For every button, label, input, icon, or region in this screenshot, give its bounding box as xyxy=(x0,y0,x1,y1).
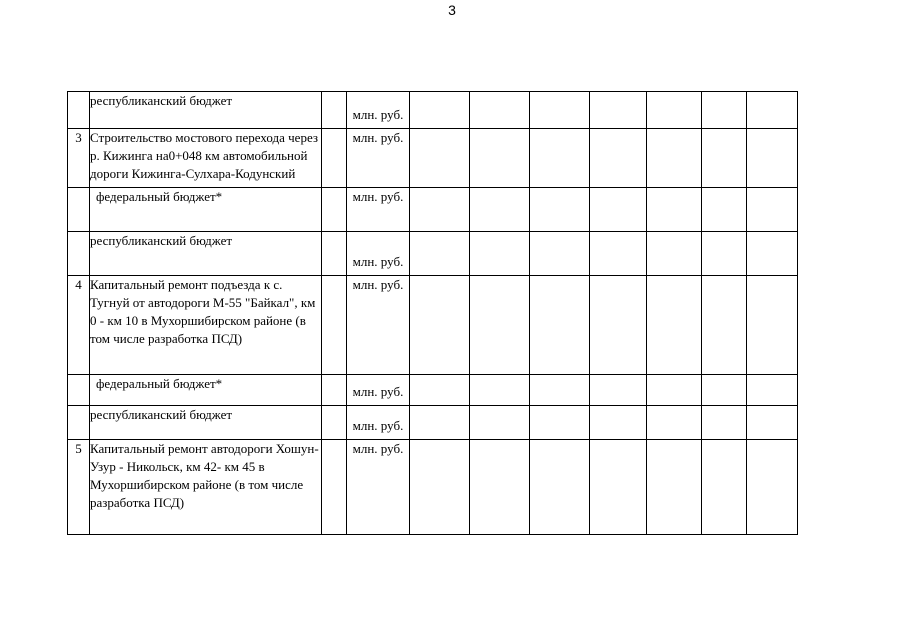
value-cell xyxy=(410,440,470,535)
table-row xyxy=(68,92,798,129)
row-name: федеральный бюджет* xyxy=(90,375,322,406)
value-cell xyxy=(747,406,798,440)
value-cell xyxy=(747,440,798,535)
row-unit: млн. руб. xyxy=(347,276,410,375)
value-cell xyxy=(470,406,530,440)
value-cell xyxy=(747,375,798,406)
value-cell xyxy=(702,232,747,276)
value-cell xyxy=(530,375,590,406)
table-row xyxy=(68,188,798,232)
table-row xyxy=(68,276,798,375)
row-number xyxy=(68,92,90,129)
value-cell xyxy=(410,232,470,276)
value-cell xyxy=(647,406,702,440)
table-row xyxy=(68,232,798,276)
value-cell xyxy=(702,440,747,535)
value-cell xyxy=(470,92,530,129)
value-cell xyxy=(470,232,530,276)
row-unit: млн. руб. xyxy=(347,406,410,440)
value-cell xyxy=(747,92,798,129)
value-cell xyxy=(410,406,470,440)
value-cell xyxy=(530,92,590,129)
value-cell xyxy=(702,188,747,232)
value-cell xyxy=(647,129,702,188)
row-name-cell xyxy=(90,129,322,188)
value-cell xyxy=(647,188,702,232)
value-cell xyxy=(530,188,590,232)
empty-cell xyxy=(322,188,347,232)
value-cell xyxy=(470,129,530,188)
row-number xyxy=(68,232,90,276)
row-number: 5 xyxy=(68,440,90,535)
value-cell xyxy=(747,188,798,232)
value-cell xyxy=(590,406,647,440)
empty-cell xyxy=(322,440,347,535)
value-cell xyxy=(530,232,590,276)
row-name: федеральный бюджет* xyxy=(90,188,322,232)
value-cell xyxy=(747,232,798,276)
row-number xyxy=(68,375,90,406)
value-cell xyxy=(647,92,702,129)
empty-cell xyxy=(322,92,347,129)
value-cell xyxy=(470,188,530,232)
row-unit: млн. руб. xyxy=(347,375,410,406)
value-cell xyxy=(470,440,530,535)
page-number: 3 xyxy=(448,2,456,18)
row-name: Капитальный ремонт автодороги Хошун-Узур - Никольск, км 42- км 45 в Мухоршибирском районе (в том числе разработка ПСД) xyxy=(90,440,322,535)
empty-cell xyxy=(322,406,347,440)
value-cell xyxy=(590,375,647,406)
row-name: республиканский бюджет xyxy=(90,232,322,276)
table-row xyxy=(68,440,798,535)
value-cell xyxy=(530,129,590,188)
value-cell xyxy=(590,129,647,188)
value-cell xyxy=(410,92,470,129)
table-row xyxy=(68,375,798,406)
value-cell xyxy=(530,276,590,375)
value-cell xyxy=(410,375,470,406)
value-cell xyxy=(702,129,747,188)
row-name: Капитальный ремонт подъезда к с. Тугнуй от автодороги М-55 "Байкал", км 0 - км 10 в Мухоршибирском районе (в том числе разработка ПСД) xyxy=(90,276,322,375)
row-number: 4 xyxy=(68,276,90,375)
value-cell xyxy=(590,188,647,232)
row-unit: млн. руб. xyxy=(347,440,410,535)
value-cell xyxy=(647,375,702,406)
value-cell xyxy=(647,440,702,535)
row-number: 3 xyxy=(68,129,90,188)
value-cell xyxy=(590,92,647,129)
row-unit: млн. руб. xyxy=(347,129,410,188)
value-cell xyxy=(702,92,747,129)
table-row xyxy=(68,406,798,440)
table-row xyxy=(68,129,798,188)
value-cell xyxy=(702,406,747,440)
row-number xyxy=(68,406,90,440)
value-cell xyxy=(410,276,470,375)
empty-cell xyxy=(322,375,347,406)
value-cell xyxy=(410,129,470,188)
value-cell xyxy=(530,440,590,535)
value-cell xyxy=(590,276,647,375)
row-name: Строительство мостового перехода через р. Кижинга на0+048 км автомобильной дороги Кижинга-Сулхара-Кодунский xyxy=(90,130,319,181)
row-unit: млн. руб. xyxy=(347,232,410,276)
empty-cell xyxy=(322,129,347,188)
value-cell xyxy=(470,276,530,375)
value-cell xyxy=(590,232,647,276)
value-cell xyxy=(410,188,470,232)
value-cell xyxy=(647,232,702,276)
empty-cell xyxy=(322,232,347,276)
value-cell xyxy=(747,129,798,188)
value-cell xyxy=(647,276,702,375)
value-cell xyxy=(702,276,747,375)
value-cell xyxy=(470,375,530,406)
value-cell xyxy=(747,276,798,375)
value-cell xyxy=(702,375,747,406)
row-unit: млн. руб. xyxy=(347,188,410,232)
value-cell xyxy=(530,406,590,440)
row-name: республиканский бюджет xyxy=(90,92,322,129)
empty-cell xyxy=(322,276,347,375)
row-unit: млн. руб. xyxy=(347,92,410,129)
budget-table xyxy=(67,91,798,535)
row-number xyxy=(68,188,90,232)
value-cell xyxy=(590,440,647,535)
row-name: республиканский бюджет xyxy=(90,406,322,440)
